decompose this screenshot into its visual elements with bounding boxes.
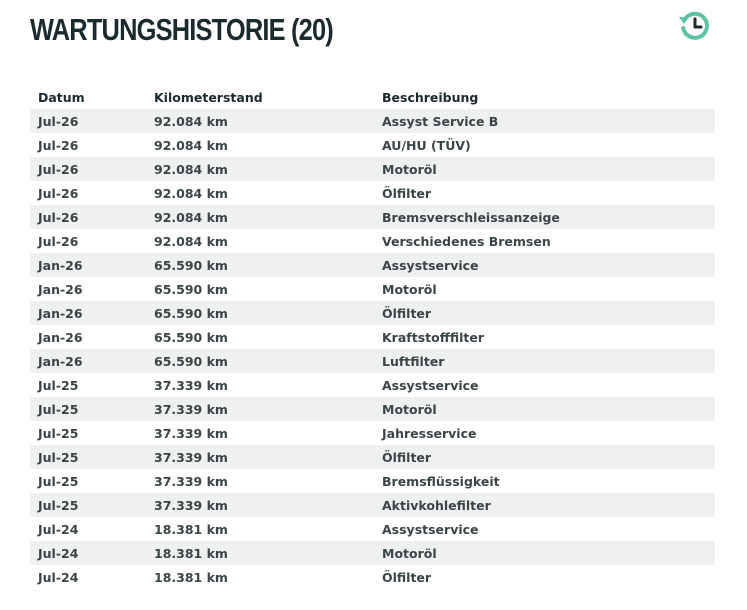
cell-mileage: 18.381 km — [146, 541, 374, 565]
table-row — [30, 205, 715, 229]
cell-description: Ölfilter — [382, 569, 432, 585]
cell-date: Jul-26 — [30, 205, 146, 229]
table-row — [30, 397, 715, 421]
cell-mileage: 92.084 km — [154, 185, 228, 201]
cell-date: Jul-25 — [30, 493, 146, 517]
cell-description: Bremsverschleissanzeige — [374, 205, 715, 229]
cell-description: Motoröl — [374, 157, 715, 181]
maintenance-history-table — [30, 85, 715, 589]
cell-mileage: 18.381 km — [154, 521, 228, 537]
table-row — [30, 493, 715, 517]
table-row — [30, 181, 715, 205]
cell-description: Assyst Service B — [374, 109, 715, 133]
cell-mileage: 37.339 km — [146, 397, 374, 421]
cell-date: Jul-24 — [38, 521, 79, 537]
header — [30, 10, 715, 50]
cell-description: Ölfilter — [382, 185, 432, 201]
cell-description: Verschiedenes Bremsen — [382, 233, 551, 249]
table-row — [30, 253, 715, 277]
cell-mileage: 65.590 km — [154, 281, 228, 297]
table-row — [30, 445, 715, 469]
page-title: WARTUNGSHISTORIE (20) — [30, 12, 333, 47]
cell-date: Jul-26 — [38, 185, 79, 201]
cell-mileage: 37.339 km — [146, 493, 374, 517]
cell-description: Jahresservice — [382, 425, 477, 441]
cell-description: Ölfilter — [374, 301, 715, 325]
cell-mileage: 65.590 km — [146, 253, 374, 277]
cell-date: Jul-24 — [38, 569, 79, 585]
cell-mileage: 18.381 km — [154, 569, 228, 585]
cell-description: Assystservice — [382, 377, 479, 393]
table-row — [30, 349, 715, 373]
cell-mileage: 37.339 km — [154, 377, 228, 393]
history-icon[interactable] — [678, 9, 712, 43]
cell-date: Jan-26 — [30, 349, 146, 373]
table-row — [30, 277, 715, 301]
cell-mileage: 37.339 km — [154, 425, 228, 441]
cell-description: Luftfilter — [374, 349, 715, 373]
column-header-description: Beschreibung — [382, 89, 479, 105]
cell-mileage: 65.590 km — [146, 349, 374, 373]
cell-description: Motoröl — [374, 397, 715, 421]
column-header-date: Datum — [38, 89, 85, 105]
cell-date: Jan-26 — [38, 281, 83, 297]
cell-description: Kraftstofffilter — [382, 329, 484, 345]
table-row — [30, 541, 715, 565]
cell-date: Jul-24 — [30, 541, 146, 565]
cell-description: Assystservice — [374, 253, 715, 277]
cell-description: Aktivkohlefilter — [374, 493, 715, 517]
table-row — [30, 517, 715, 541]
table-header-row — [30, 85, 715, 109]
table-row — [30, 229, 715, 253]
cell-date: Jul-25 — [30, 445, 146, 469]
cell-mileage: 92.084 km — [154, 137, 228, 153]
table-row — [30, 421, 715, 445]
cell-date: Jan-26 — [38, 329, 83, 345]
cell-date: Jul-26 — [30, 109, 146, 133]
cell-description: AU/HU (TÜV) — [382, 137, 471, 153]
cell-mileage: 92.084 km — [146, 157, 374, 181]
cell-date: Jul-26 — [38, 233, 79, 249]
cell-date: Jul-25 — [38, 473, 79, 489]
cell-date: Jul-25 — [30, 397, 146, 421]
table-row — [30, 133, 715, 157]
cell-mileage: 92.084 km — [146, 205, 374, 229]
cell-description: Motoröl — [374, 541, 715, 565]
cell-description: Bremsflüssigkeit — [382, 473, 500, 489]
cell-mileage: 92.084 km — [146, 109, 374, 133]
table-row — [30, 301, 715, 325]
cell-mileage: 65.590 km — [146, 301, 374, 325]
cell-description: Motoröl — [382, 281, 437, 297]
column-header-mileage: Kilometerstand — [154, 89, 263, 105]
table-row — [30, 469, 715, 493]
cell-date: Jan-26 — [30, 253, 146, 277]
table-row — [30, 325, 715, 349]
table-row — [30, 565, 715, 589]
cell-mileage: 37.339 km — [146, 445, 374, 469]
cell-mileage: 37.339 km — [154, 473, 228, 489]
cell-date: Jan-26 — [30, 301, 146, 325]
cell-date: Jul-25 — [38, 425, 79, 441]
cell-date: Jul-25 — [38, 377, 79, 393]
cell-description: Assystservice — [382, 521, 479, 537]
table-row — [30, 109, 715, 133]
cell-mileage: 65.590 km — [154, 329, 228, 345]
table-row — [30, 157, 715, 181]
cell-mileage: 92.084 km — [154, 233, 228, 249]
table-row — [30, 373, 715, 397]
cell-date: Jul-26 — [30, 157, 146, 181]
cell-date: Jul-26 — [38, 137, 79, 153]
cell-description: Ölfilter — [374, 445, 715, 469]
